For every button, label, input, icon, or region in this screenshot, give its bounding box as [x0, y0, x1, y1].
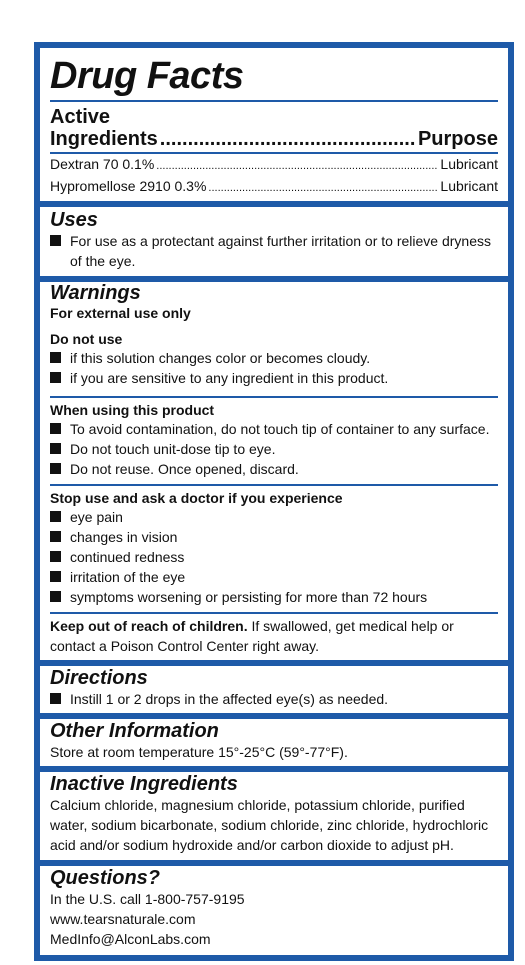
rule-before-stop-use: [50, 484, 498, 486]
bullet-square-icon: [50, 463, 61, 474]
bullet-square-icon: [50, 693, 61, 704]
active-heading-line2: [50, 128, 498, 150]
stop-use-heading: Stop use and ask a doctor if you experience: [50, 490, 343, 506]
when-using-heading: When using this product: [50, 402, 215, 418]
phone-line: In the U.S. call 1-800-757-9195: [50, 891, 245, 907]
ingredient-row: [50, 154, 498, 176]
rule-under-active-heading: [50, 152, 498, 154]
ingredient-purpose: Lubricant: [440, 156, 498, 172]
drug-facts-title: Drug Facts: [50, 55, 244, 97]
other-info-text: Store at room temperature 15°-25°C (59°-77°F).: [50, 744, 348, 760]
warning-bullet-text: symptoms worsening or persisting for more than 72 hours: [70, 589, 428, 605]
warning-bullet: [50, 527, 498, 547]
uses-section: [50, 209, 498, 271]
uses-bullet-text: For use as a protectant against further irritation or to relieve dryness of the eye.: [70, 233, 491, 269]
ingredient-name: Hypromellose 2910 0.3%: [50, 178, 207, 194]
questions-heading: Questions?: [50, 867, 161, 889]
keep-out-bold: Keep out of reach of children.: [50, 618, 248, 634]
warning-bullet-text: Do not touch unit-dose tip to eye.: [70, 441, 276, 457]
ingredients-heading: Ingredients: [50, 128, 158, 150]
do-not-use-heading: Do not use: [50, 331, 123, 347]
bullet-square-icon: [50, 423, 61, 434]
stop-use-section: [50, 489, 498, 607]
rule-before-inactive: [40, 766, 508, 772]
keep-out-of-reach: [50, 616, 498, 656]
directions-bullet: [50, 689, 498, 709]
bullet-square-icon: [50, 443, 61, 454]
warning-bullet-text: changes in vision: [70, 529, 178, 545]
ingredient-leader-dots: [156, 156, 438, 176]
questions-section: [50, 867, 498, 949]
drug-facts-panel: [34, 42, 514, 961]
rule-before-uses: [40, 201, 508, 207]
website-line: www.tearsnaturale.com: [50, 911, 196, 927]
keep-out-text: If swallowed, get medical help or contact a Poison Control Center right away.: [50, 618, 454, 654]
uses-heading: Uses: [50, 209, 98, 231]
warning-bullet: [50, 547, 498, 567]
warning-bullet-text: if this solution changes color or becomes cloudy.: [70, 350, 371, 366]
warning-bullet: [50, 368, 498, 388]
warning-bullet: [50, 459, 498, 479]
warning-bullet-text: eye pain: [70, 509, 123, 525]
inactive-heading: Inactive Ingredients: [50, 773, 238, 795]
bullet-square-icon: [50, 372, 61, 383]
ingredient-row: [50, 176, 498, 198]
warning-bullet-text: To avoid contamination, do not touch tip of container to any surface.: [70, 421, 490, 437]
inactive-section: [50, 773, 498, 855]
rule-under-title: [50, 100, 498, 102]
warning-bullet: [50, 439, 498, 459]
rule-before-directions: [40, 660, 508, 666]
bullet-square-icon: [50, 571, 61, 582]
rule-before-keep-out: [50, 612, 498, 614]
bullet-square-icon: [50, 591, 61, 602]
active-heading-line1: Active: [50, 106, 111, 128]
rule-before-other-info: [40, 713, 508, 719]
directions-bullet-text: Instill 1 or 2 drops in the affected eye(s) as needed.: [70, 691, 389, 707]
ingredient-name: Dextran 70 0.1%: [50, 156, 155, 172]
directions-section: [50, 667, 498, 709]
warning-bullet-text: Do not reuse. Once opened, discard.: [70, 461, 299, 477]
purpose-heading: Purpose: [417, 128, 498, 150]
bullet-square-icon: [50, 531, 61, 542]
active-ingredients-section: [50, 106, 498, 198]
directions-heading: Directions: [50, 667, 148, 689]
ingredient-leader-dots: [208, 178, 438, 198]
warnings-heading: Warnings: [50, 282, 141, 304]
warning-bullet: [50, 419, 498, 439]
bullet-square-icon: [50, 235, 61, 246]
warning-bullet-text: if you are sensitive to any ingredient in this product.: [70, 370, 389, 386]
inactive-text: Calcium chloride, magnesium chloride, potassium chloride, purified water, sodium bicarbonate, sodium chloride, zinc chloride, hydrochloric acid and/or sodium hydroxide and/or carbon dioxide to adjust pH.: [50, 797, 489, 853]
uses-bullet: [50, 231, 498, 271]
email-line: MedInfo@AlconLabs.com: [50, 931, 211, 947]
bullet-square-icon: [50, 352, 61, 363]
bullet-square-icon: [50, 511, 61, 522]
rule-before-questions: [40, 860, 508, 866]
warning-bullet: [50, 507, 498, 527]
warning-bullet-text: continued redness: [70, 549, 185, 565]
ingredient-purpose: Lubricant: [440, 178, 498, 194]
other-info-heading: Other Information: [50, 720, 219, 742]
warning-bullet: [50, 587, 498, 607]
warnings-section: [50, 282, 498, 388]
warning-bullet: [50, 348, 498, 368]
warning-bullet-text: irritation of the eye: [70, 569, 186, 585]
other-info-section: [50, 720, 498, 762]
heading-leader-dots: [160, 128, 416, 150]
external-use-only: For external use only: [50, 305, 191, 321]
warning-bullet: [50, 567, 498, 587]
bullet-square-icon: [50, 551, 61, 562]
rule-before-when-using: [50, 396, 498, 398]
when-using-section: [50, 401, 498, 479]
